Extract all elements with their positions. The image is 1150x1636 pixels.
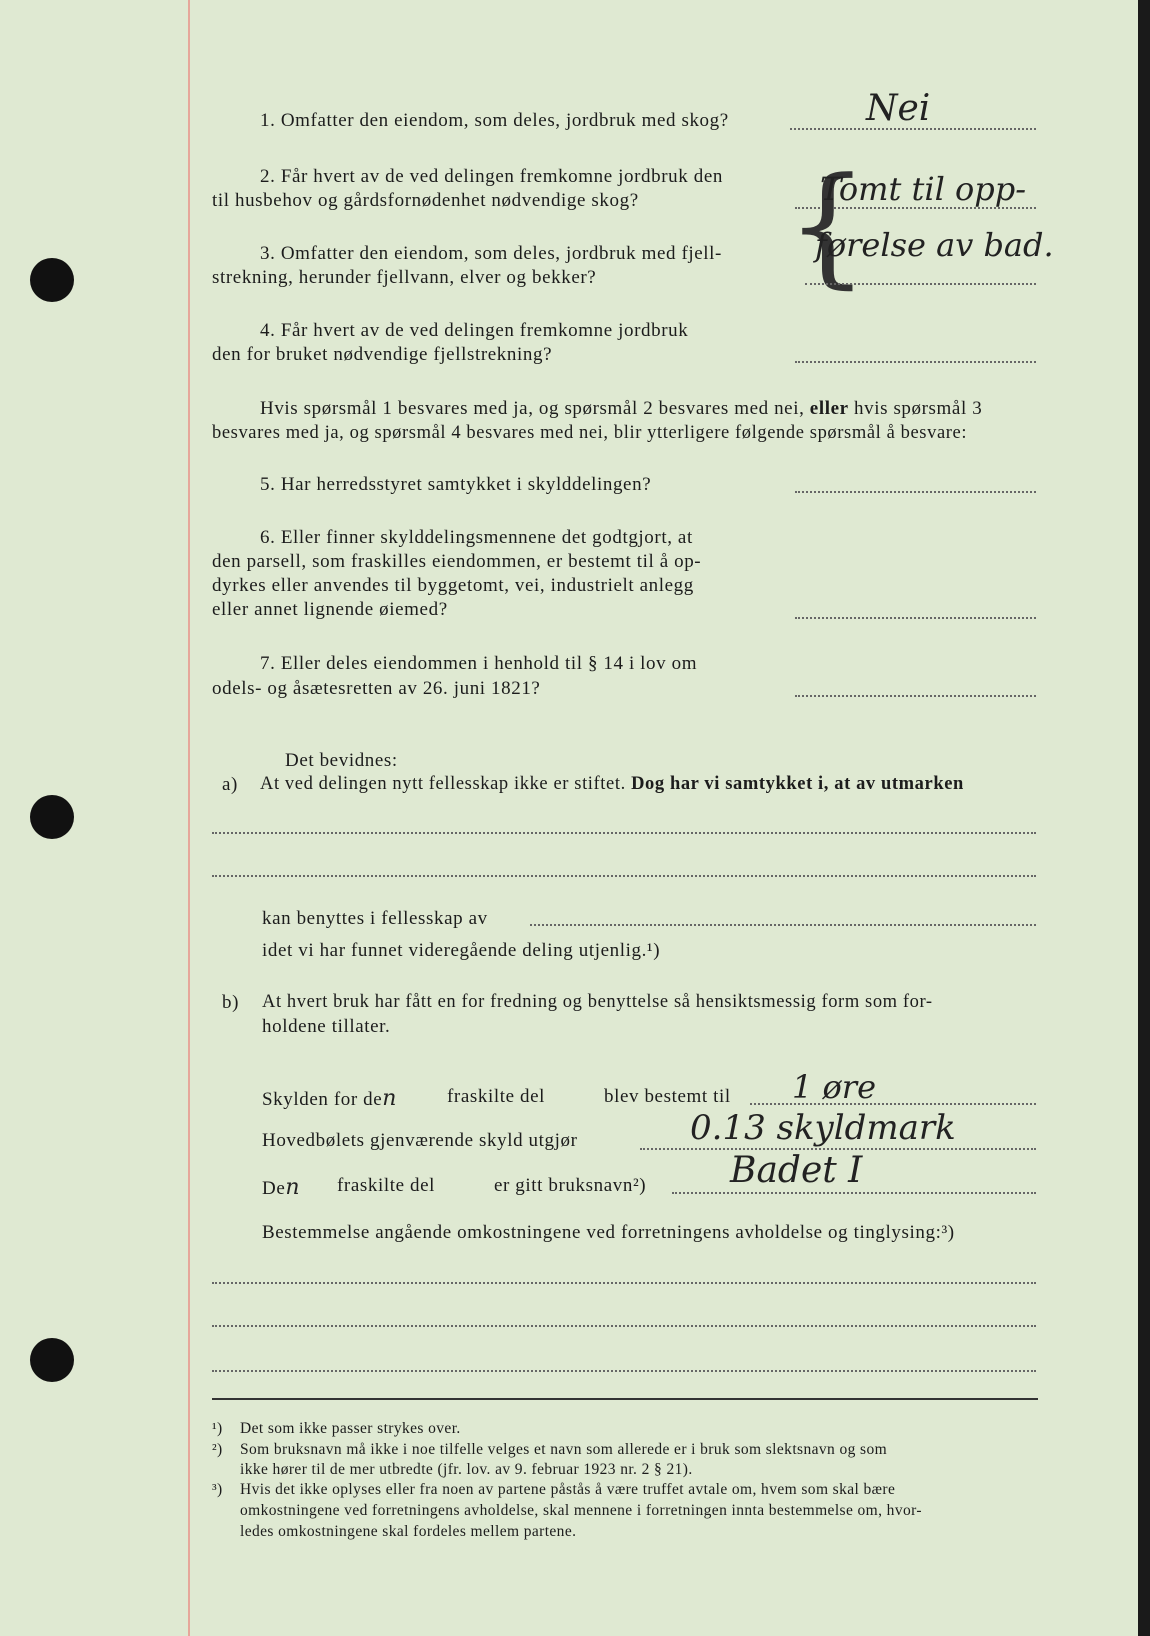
footnote-3-line-3: ledes omkostningene skal fordeles mellem partene. <box>240 1523 577 1540</box>
footnote-3-line-1: Hvis det ikke oplyses eller fra noen av partene påstås å være truffet avtale om, hvem som skal bære <box>240 1481 896 1498</box>
bestemmelse-label: Bestemmelse angående omkostningene ved forretningens avholdelse og tinglysing:³) <box>262 1222 955 1243</box>
footnote-2-line-1: Som bruksnavn må ikke i noe tilfelle velges et navn som allerede er i bruk som slektsnavn og som <box>240 1441 888 1458</box>
conditional-line-1: Hvis spørsmål 1 besvares med ja, og spørsmål 2 besvares med nei, eller hvis spørsmål 3 <box>260 398 983 419</box>
conditional-line-2: besvares med ja, og spørsmål 4 besvares med nei, blir ytterligere følgende spørsmål å besvare: <box>212 423 968 443</box>
question-6-line-4: eller annet lignende øiemed? <box>212 599 448 620</box>
certify-b-line-2: holdene tillater. <box>262 1016 391 1037</box>
footnote-rule <box>212 1398 1038 1400</box>
answer-2-handwriting-line-2: førelse av bad. <box>815 226 1054 264</box>
answer-1-handwriting: Nei <box>866 88 931 129</box>
fellesskap-line <box>530 924 1036 926</box>
question-2-line-1: 2. Får hvert av de ved delingen fremkomne jordbruk den <box>260 166 723 187</box>
question-6-line-2: den parsell, som fraskilles eiendommen, er bestemt til å op- <box>212 551 702 572</box>
footnote-3-line-2: omkostningene ved forretningens avholdelse, skal mennene i forretningen innta bestemmelse om, hvor- <box>240 1502 922 1519</box>
question-5: 5. Har herredsstyret samtykket i skylddelingen? <box>260 474 652 495</box>
answer-line-7 <box>795 695 1036 697</box>
margin-line <box>188 0 190 1636</box>
bruksnavn-line <box>672 1192 1036 1194</box>
question-6-line-1: 6. Eller finner skylddelingsmennene det godtgjort, at <box>260 527 693 548</box>
footnote-3-mark: ³) <box>212 1481 223 1498</box>
bruksnavn-label: Den <box>262 1175 301 1200</box>
certify-a-text: At ved delingen nytt fellesskap ikke er stiftet. Dog har vi samtykket i, at av utmarken <box>260 774 964 794</box>
question-4-line-2: den for bruket nødvendige fjellstrekning? <box>212 344 553 365</box>
question-1: 1. Omfatter den eiendom, som deles, jordbruk med skog? <box>260 110 729 131</box>
punch-hole <box>30 1338 74 1382</box>
answer-line-3 <box>805 283 1036 285</box>
certify-a-label: a) <box>222 774 238 795</box>
punch-hole <box>30 258 74 302</box>
footnote-1-mark: ¹) <box>212 1420 223 1437</box>
utmark-line-1 <box>212 832 1036 834</box>
utmark-line-2 <box>212 875 1036 877</box>
skyld-value-handwriting: 1 øre <box>792 1068 877 1106</box>
bruksnavn-label-2: fraskilte del <box>337 1175 436 1196</box>
certify-heading: Det bevidnes: <box>285 750 398 771</box>
certify-a-cont-2: idet vi har funnet videregående deling utjenlig.¹) <box>262 940 661 961</box>
answer-2-handwriting-line-1: Tomt til opp- <box>820 170 1027 208</box>
question-4-line-1: 4. Får hvert av de ved delingen fremkomne jordbruk <box>260 320 689 341</box>
bestemmelse-line-1 <box>212 1282 1036 1284</box>
question-6-line-3: dyrkes eller anvendes til byggetomt, vei, industrielt anlegg <box>212 575 694 596</box>
answer-line-4 <box>795 361 1036 363</box>
brace-mark: { <box>786 149 869 301</box>
skyld-label-3: blev bestemt til <box>604 1086 731 1107</box>
footnote-2-mark: ²) <box>212 1441 223 1458</box>
question-2-line-2: til husbehov og gårdsfornødenhet nødvendige skog? <box>212 190 639 211</box>
skyld-label-2: fraskilte del <box>447 1086 546 1107</box>
certify-a-cont-1: kan benyttes i fellesskap av <box>262 908 488 929</box>
answer-line-6 <box>795 617 1036 619</box>
punch-hole <box>30 795 74 839</box>
bruksnavn-value-handwriting: Badet I <box>730 1150 863 1191</box>
question-3-line-1: 3. Omfatter den eiendom, som deles, jordbruk med fjell- <box>260 243 722 264</box>
footnote-1-line-1: Det som ikke passer strykes over. <box>240 1420 461 1437</box>
skyld-label: Skylden for den <box>262 1086 398 1111</box>
certify-b-line-1: At hvert bruk har fått en for fredning og benyttelse så hensiktsmessig form som for- <box>262 992 933 1012</box>
bruksnavn-label-3: er gitt bruksnavn²) <box>494 1175 647 1196</box>
hoved-value-handwriting: 0.13 skyldmark <box>690 1108 956 1148</box>
bestemmelse-line-3 <box>212 1370 1036 1372</box>
answer-line-5 <box>795 491 1036 493</box>
question-3-line-2: strekning, herunder fjellvann, elver og bekker? <box>212 267 597 288</box>
question-7-line-1: 7. Eller deles eiendommen i henhold til § 14 i lov om <box>260 653 698 674</box>
bestemmelse-line-2 <box>212 1325 1036 1327</box>
question-7-line-2: odels- og åsætesretten av 26. juni 1821? <box>212 678 541 699</box>
hoved-label: Hovedbølets gjenværende skyld utgjør <box>262 1130 578 1151</box>
certify-b-label: b) <box>222 992 240 1013</box>
footnote-2-line-2: ikke hører til de mer utbredte (jfr. lov. av 9. februar 1923 nr. 2 § 21). <box>240 1461 693 1478</box>
